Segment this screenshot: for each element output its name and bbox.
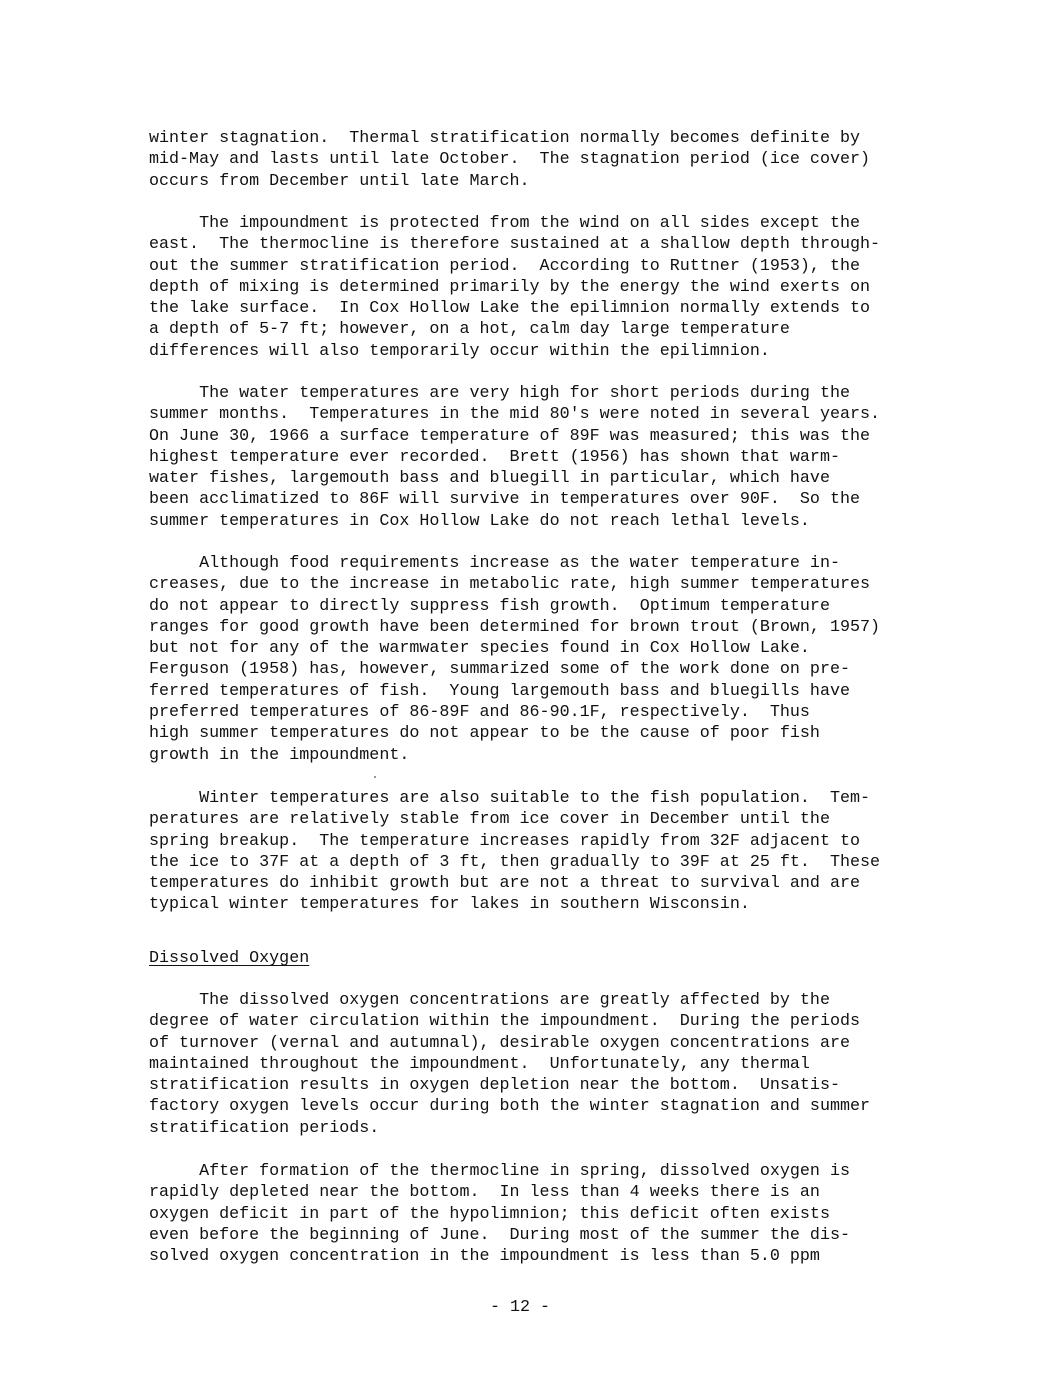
text-line: east. The thermocline is therefore sustained at a shallow depth through- xyxy=(149,235,881,255)
text-line: solved oxygen concentration in the impoundment is less than 5.0 ppm xyxy=(149,1247,820,1267)
text-line: a depth of 5-7 ft; however, on a hot, calm day large temperature xyxy=(149,320,790,340)
text-line: do not appear to directly suppress fish growth. Optimum temperature xyxy=(149,596,830,616)
text-line: growth in the impoundment. xyxy=(149,745,410,765)
text-line: been acclimatized to 86F will survive in temperatures over 90F. So the xyxy=(149,490,861,510)
text-line: oxygen deficit in part of the hypolimnion; this deficit often exists xyxy=(149,1204,830,1224)
text-line: out the summer stratification period. According to Ruttner (1953), the xyxy=(149,256,861,276)
text-line: even before the beginning of June. During most of the summer the dis- xyxy=(149,1225,850,1245)
paragraph-dissolved-oxygen xyxy=(149,990,939,1139)
page-number: - 12 - xyxy=(489,1298,551,1317)
text-line: On June 30, 1966 a surface temperature of 89F was measured; this was the xyxy=(149,426,871,446)
paragraph-food-requirements xyxy=(149,553,939,766)
text-line: winter stagnation. Thermal stratification normally becomes definite by xyxy=(149,129,861,148)
text-line: spring breakup. The temperature increases rapidly from 32F adjacent to xyxy=(149,831,861,851)
text-line: the lake surface. In Cox Hollow Lake the epilimnion normally extends to xyxy=(149,299,871,319)
text-line: the ice to 37F at a depth of 3 ft, then gradually to 39F at 25 ft. These xyxy=(149,852,881,872)
text-line: mid-May and lasts until late October. The stagnation period (ice cover) xyxy=(149,150,871,170)
text-line: differences will also temporarily occur within the epilimnion. xyxy=(149,341,770,361)
text-line: The dissolved oxygen concentrations are greatly affected by the xyxy=(149,991,830,1010)
text-line: typical winter temperatures for lakes in southern Wisconsin. xyxy=(149,895,750,915)
text-line: stratification results in oxygen depletion near the bottom. Unsatis- xyxy=(149,1076,840,1096)
text-line: ferred temperatures of fish. Young largemouth bass and bluegills have xyxy=(149,681,850,701)
scan-speck xyxy=(374,776,376,778)
text-line: of turnover (vernal and autumnal), desirable oxygen concentrations are xyxy=(149,1033,850,1053)
paragraph-wind-protection xyxy=(149,213,939,362)
paragraph-winter-stagnation xyxy=(149,128,939,192)
text-line: summer temperatures in Cox Hollow Lake do not reach lethal levels. xyxy=(149,511,810,531)
text-line: rapidly depleted near the bottom. In less than 4 weeks there is an xyxy=(149,1183,820,1203)
text-line: Winter temperatures are also suitable to the fish population. Tem- xyxy=(149,789,871,808)
text-line: highest temperature ever recorded. Brett (1956) has shown that warm- xyxy=(149,447,840,467)
text-line: depth of mixing is determined primarily by the energy the wind exerts on xyxy=(149,277,871,297)
text-line: The water temperatures are very high for short periods during the xyxy=(149,384,850,403)
text-line: stratification periods. xyxy=(149,1118,380,1138)
text-line: After formation of the thermocline in spring, dissolved oxygen is xyxy=(149,1162,850,1181)
text-line: peratures are relatively stable from ice cover in December until the xyxy=(149,810,830,830)
paragraph-thermocline-oxygen xyxy=(149,1161,939,1267)
text-line: The impoundment is protected from the wind on all sides except the xyxy=(149,214,861,233)
text-line: water fishes, largemouth bass and bluegill in particular, which have xyxy=(149,469,830,489)
paragraph-winter-temperatures xyxy=(149,788,939,916)
text-line: preferred temperatures of 86-89F and 86-90.1F, respectively. Thus xyxy=(149,703,810,723)
paragraph-water-temperatures xyxy=(149,383,939,532)
text-line: high summer temperatures do not appear to be the cause of poor fish xyxy=(149,724,820,744)
text-line: temperatures do inhibit growth but are not a threat to survival and are xyxy=(149,874,861,894)
text-line: maintained throughout the impoundment. Unfortunately, any thermal xyxy=(149,1054,810,1074)
text-line: ranges for good growth have been determined for brown trout (Brown, 1957) xyxy=(149,617,881,637)
text-line: but not for any of the warmwater species found in Cox Hollow Lake. xyxy=(149,639,810,659)
text-line: occurs from December until late March. xyxy=(149,171,530,191)
text-line: creases, due to the increase in metabolic rate, high summer temperatures xyxy=(149,575,871,595)
text-line: degree of water circulation within the impoundment. During the periods xyxy=(149,1012,861,1032)
text-line: summer months. Temperatures in the mid 80's were noted in several years. xyxy=(149,405,881,425)
text-line: Ferguson (1958) has, however, summarized some of the work done on pre- xyxy=(149,660,850,680)
text-line: factory oxygen levels occur during both the winter stagnation and summer xyxy=(149,1097,871,1117)
text-line: Although food requirements increase as the water temperature in- xyxy=(149,554,840,573)
section-heading-dissolved-oxygen: Dissolved Oxygen xyxy=(149,949,310,968)
